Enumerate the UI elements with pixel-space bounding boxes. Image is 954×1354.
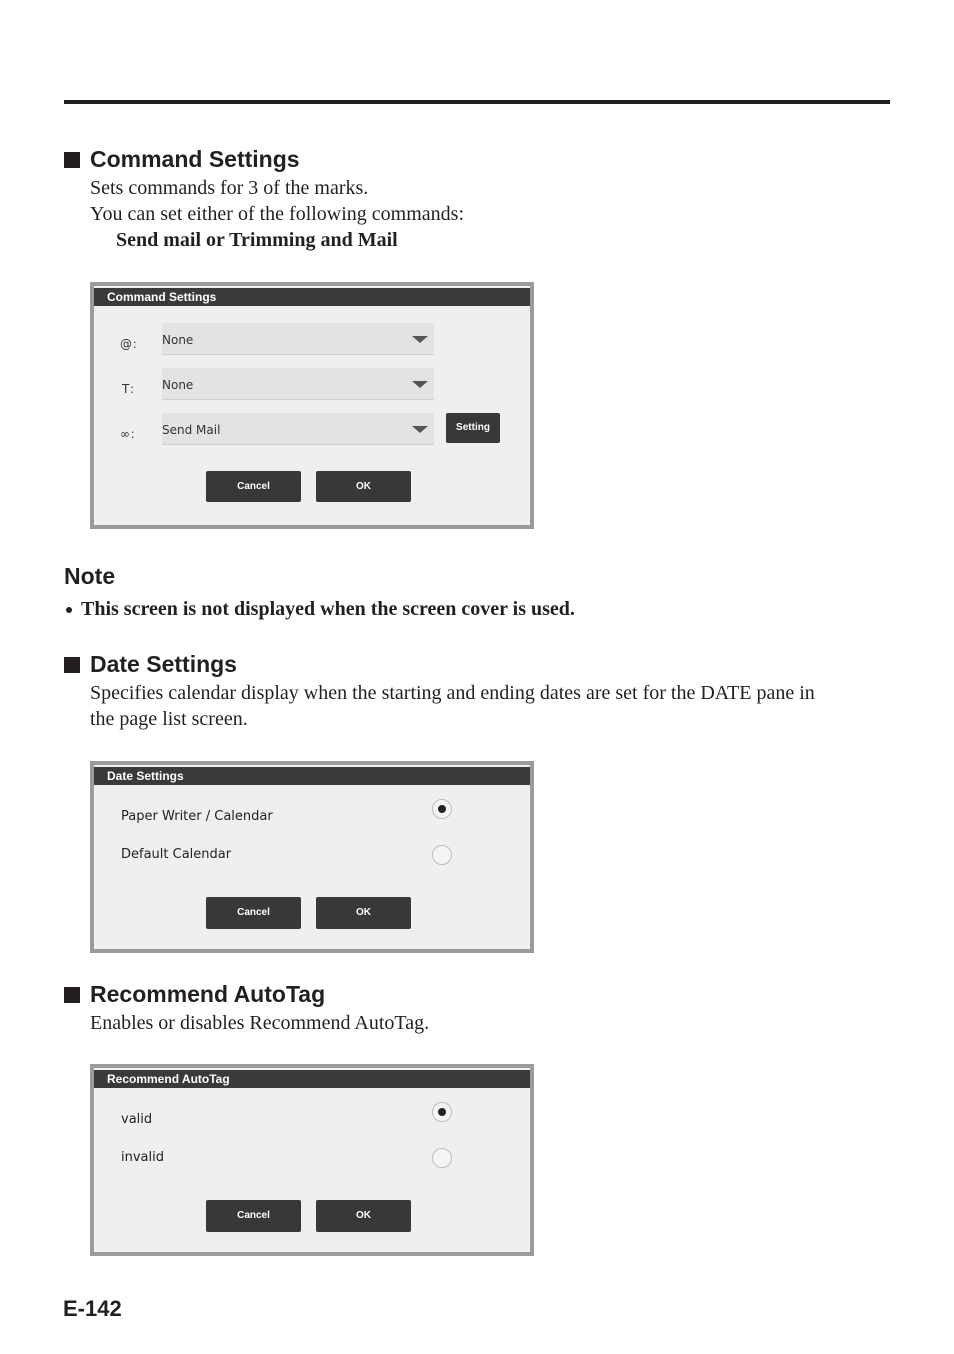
command-desc-line1: Sets commands for 3 of the marks. (90, 177, 369, 199)
autotag-dialog (90, 1064, 534, 1256)
date-settings-dialog (90, 761, 534, 953)
cancel-button[interactable]: Cancel (206, 471, 301, 502)
ok-button[interactable]: OK (316, 471, 411, 502)
command-options: Send mail or Trimming and Mail (116, 229, 398, 251)
mark-t-select[interactable]: None (162, 368, 434, 400)
mark-at-label: @： (120, 337, 145, 351)
cancel-button[interactable]: Cancel (206, 897, 301, 929)
square-bullet-icon (64, 987, 80, 1003)
mark-t-label: T： (122, 382, 142, 396)
dialog-title: Recommend AutoTag (94, 1070, 530, 1088)
ok-button[interactable]: OK (316, 1200, 411, 1232)
note-bullet: This screen is not displayed when the screen cover is used. (64, 598, 575, 621)
autotag-heading: Recommend AutoTag (64, 981, 325, 1008)
command-settings-dialog (90, 282, 534, 529)
chevron-down-icon (412, 381, 428, 388)
mark-at-select[interactable]: None (162, 323, 434, 355)
radio-label-default-calendar: Default Calendar (121, 847, 232, 862)
autotag-desc-line1: Enables or disables Recommend AutoTag. (90, 1012, 430, 1034)
note-heading: Note (64, 563, 116, 589)
radio-invalid[interactable] (432, 1148, 452, 1168)
date-settings-heading: Date Settings (64, 651, 237, 678)
square-bullet-icon (64, 152, 80, 168)
page-number: E-142 (63, 1296, 122, 1321)
date-desc-line1: Specifies calendar display when the starting and ending dates are set for the DATE pane in (90, 682, 815, 704)
bullet-icon (66, 607, 72, 613)
chevron-down-icon (412, 426, 428, 433)
command-desc-line2: You can set either of the following commands: (90, 203, 465, 225)
setting-button[interactable]: Setting (446, 413, 500, 443)
date-desc-line2: the page list screen. (90, 708, 248, 730)
radio-label-paper-writer: Paper Writer / Calendar (121, 809, 273, 824)
square-bullet-icon (64, 657, 80, 673)
radio-paper-writer[interactable] (432, 799, 452, 819)
top-rule (64, 100, 890, 104)
dialog-title: Date Settings (94, 767, 530, 785)
command-settings-heading: Command Settings (64, 146, 300, 173)
radio-label-valid: valid (121, 1112, 153, 1127)
chevron-down-icon (412, 336, 428, 343)
radio-label-invalid: invalid (121, 1150, 164, 1165)
cancel-button[interactable]: Cancel (206, 1200, 301, 1232)
radio-default-calendar[interactable] (432, 845, 452, 865)
dialog-title: Command Settings (94, 288, 530, 306)
mark-infinity-label: ∞： (120, 427, 142, 441)
ok-button[interactable]: OK (316, 897, 411, 929)
mark-infinity-select[interactable]: Send Mail (162, 413, 434, 445)
radio-valid[interactable] (432, 1102, 452, 1122)
